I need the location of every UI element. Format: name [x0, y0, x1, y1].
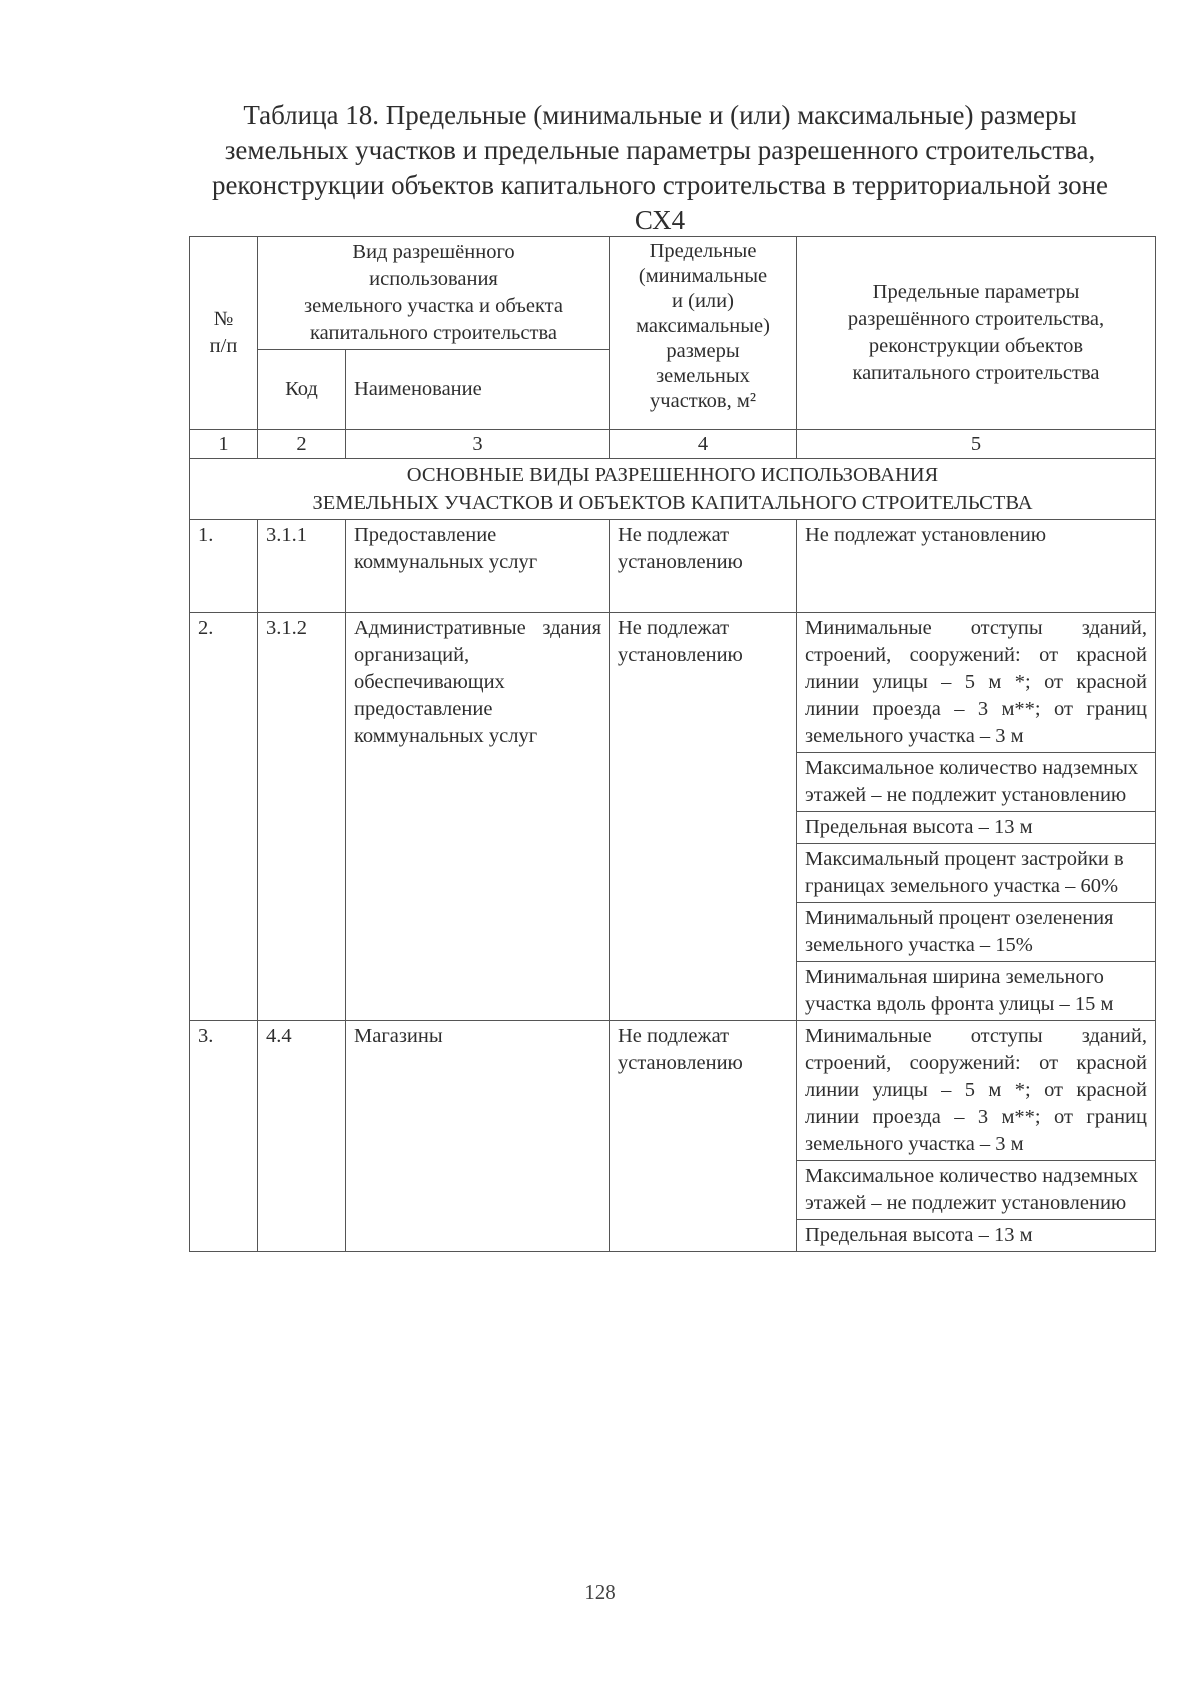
row-param: Минимальная ширина земельного участка вдоль фронта улицы – 15 м	[797, 962, 1156, 1021]
col-number: 1	[190, 430, 258, 459]
header-params: Предельные параметры разрешённого строительства, реконструкции объектов капитального строительства	[797, 237, 1156, 430]
row-param: Максимальное количество надземных этажей – не подлежит установлению	[797, 1161, 1156, 1220]
row-code: 4.4	[258, 1021, 346, 1252]
table-title	[170, 98, 1150, 238]
row-param: Минимальный процент озеленения земельного участка – 15%	[797, 903, 1156, 962]
row-name: Магазины	[346, 1021, 610, 1252]
regulations-table	[189, 236, 1156, 1252]
row-num: 1.	[190, 520, 258, 613]
col-number: 4	[610, 430, 797, 459]
title-zone-code: СХ4	[634, 205, 686, 235]
title-line: Таблица 18. Предельные (минимальные и (или) максимальные) размеры	[243, 100, 1077, 130]
row-num: 2.	[190, 613, 258, 1021]
row-param: Максимальный процент застройки в границах земельного участка – 60%	[797, 844, 1156, 903]
row-param: Минимальные отступы зданий, строений, сооружений: от красной линии улицы – 5 м *; от красной линии проезда – 3 м**; от границ земельного участка – 3 м	[797, 1021, 1156, 1161]
title-line: земельных участков и предельные параметры разрешенного строительства,	[224, 135, 1096, 165]
header-num: № п/п	[190, 237, 258, 430]
page-number: 128	[584, 1580, 616, 1604]
row-name: Административные здания организаций, обеспечивающих предоставление коммунальных услуг	[346, 613, 610, 1021]
title-line: реконструкции объектов капитального строительства в территориальной зоне	[211, 170, 1109, 200]
table-row	[190, 1021, 1156, 1161]
col-number: 2	[258, 430, 346, 459]
row-param: Предельная высота – 13 м	[797, 812, 1156, 844]
col-number: 3	[346, 430, 610, 459]
col-number: 5	[797, 430, 1156, 459]
header-sizes: Предельные (минимальные и (или) максимальные) размеры земельных участков, м²	[610, 237, 797, 430]
row-size: Не подлежат установлению	[610, 1021, 797, 1252]
header-use-type: Вид разрешённого использования земельного участка и объекта капитального строительства	[258, 237, 610, 350]
row-size: Не подлежат установлению	[610, 613, 797, 1021]
header-row	[190, 237, 1156, 350]
table-row	[190, 613, 1156, 753]
row-param: Минимальные отступы зданий, строений, сооружений: от красной линии улицы – 5 м *; от красной линии проезда – 3 м**; от границ земельного участка – 3 м	[797, 613, 1156, 753]
row-param: Не подлежат установлению	[797, 520, 1156, 613]
header-code: Код	[258, 350, 346, 430]
row-code: 3.1.2	[258, 613, 346, 1021]
row-num: 3.	[190, 1021, 258, 1252]
column-numbers-row	[190, 430, 1156, 459]
row-name: Предоставление коммунальных услуг	[346, 520, 610, 613]
table-row	[190, 520, 1156, 613]
section-header-row	[190, 459, 1156, 520]
row-size: Не подлежат установлению	[610, 520, 797, 613]
section-title: ОСНОВНЫЕ ВИДЫ РАЗРЕШЕННОГО ИСПОЛЬЗОВАНИЯ ЗЕМЕЛЬНЫХ УЧАСТКОВ И ОБЪЕКТОВ КАПИТАЛЬНОГО СТРОИТЕЛЬСТВА	[190, 459, 1156, 520]
row-code: 3.1.1	[258, 520, 346, 613]
header-name: Наименование	[346, 350, 610, 430]
row-param: Максимальное количество надземных этажей – не подлежит установлению	[797, 753, 1156, 812]
row-param: Предельная высота – 13 м	[797, 1220, 1156, 1252]
